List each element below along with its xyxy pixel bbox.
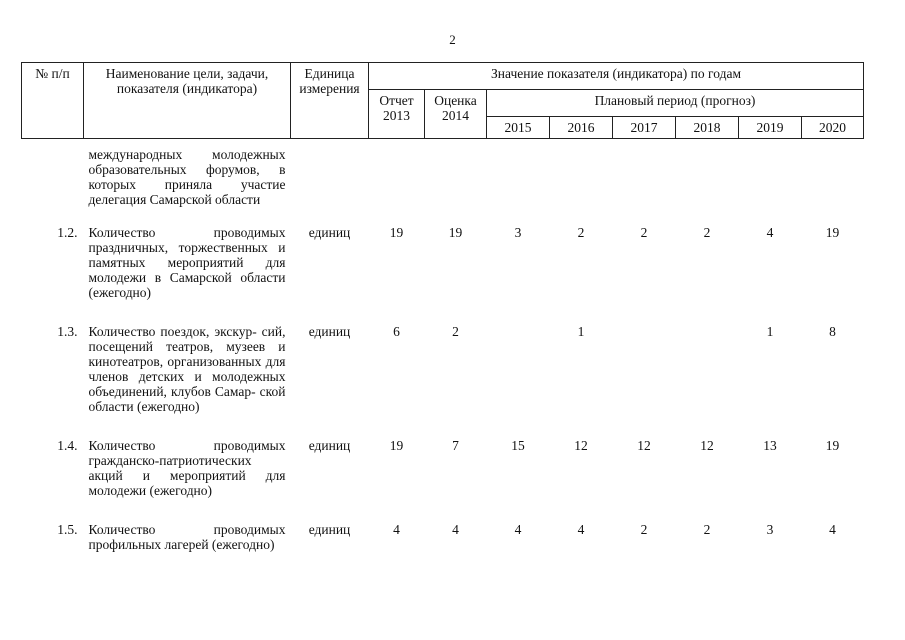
- value-2018: 2: [703, 522, 711, 537]
- value-2019: 1: [766, 324, 774, 339]
- table-body: [22, 139, 864, 565]
- value-2020: 19: [825, 225, 840, 240]
- row-number: 1.2.: [57, 225, 78, 240]
- value-2015: 3: [514, 225, 522, 240]
- header-values: Значение показателя (индикатора) по годам: [369, 63, 864, 90]
- table-row: [22, 426, 864, 510]
- header-year: 2020: [802, 117, 864, 139]
- indicator-unit: единиц: [308, 225, 351, 240]
- value-2014: 19: [448, 225, 463, 240]
- row-number: 1.3.: [57, 324, 78, 339]
- header-year: 2015: [487, 117, 550, 139]
- header-name: Наименование цели, задачи, показателя (индикатора): [84, 63, 291, 139]
- value-2014: 7: [452, 438, 459, 453]
- value-2019: 3: [766, 522, 774, 537]
- page-number: 2: [449, 32, 456, 47]
- indicator-unit: единиц: [308, 324, 351, 339]
- value-2013: 19: [389, 438, 404, 453]
- value-2017: 12: [637, 438, 651, 453]
- indicator-name: Количество проводимых профильных лагерей (ежегодно): [88, 522, 286, 552]
- value-2016: 1: [577, 324, 585, 339]
- value-2014: 4: [452, 522, 459, 537]
- value-2013: 19: [389, 225, 404, 240]
- table-row: [22, 213, 864, 312]
- value-2018: [676, 312, 739, 426]
- value-2019: 13: [763, 438, 777, 453]
- header-report-2013: Отчет 2013: [369, 90, 425, 139]
- header-year: 2019: [739, 117, 802, 139]
- value-2013: 4: [393, 522, 400, 537]
- value-2013: 6: [393, 324, 400, 339]
- table-row-continuation: [22, 139, 864, 214]
- table-row: [22, 312, 864, 426]
- indicator-table: [21, 62, 864, 564]
- value-2020: 8: [829, 324, 836, 339]
- header-unit: Единица измерения: [291, 63, 369, 139]
- value-2020: 19: [825, 438, 840, 453]
- value-2014: 2: [452, 324, 459, 339]
- header-number: № п/п: [22, 63, 84, 139]
- indicator-name: Количество проводимых праздничных, торжественных и памятных мероприятий для молодежи в Самарской области (ежегодно): [88, 225, 286, 300]
- row-number: 1.5.: [57, 522, 78, 537]
- value-2016: 12: [574, 438, 588, 453]
- value-2017: 2: [640, 522, 648, 537]
- row-number: 1.4.: [57, 438, 78, 453]
- value-2016: 2: [577, 225, 585, 240]
- value-2016: 4: [577, 522, 585, 537]
- header-year: 2017: [613, 117, 676, 139]
- table-header: [22, 63, 864, 139]
- value-2020: 4: [829, 522, 836, 537]
- value-2017: [613, 312, 676, 426]
- indicator-name: международных молодежных образовательных форумов, в которых приняла участие делегация Самарской области: [88, 147, 286, 207]
- value-2015: 4: [514, 522, 522, 537]
- header-estimate-2014: Оценка 2014: [425, 90, 487, 139]
- indicator-unit: единиц: [308, 438, 351, 453]
- value-2019: 4: [766, 225, 774, 240]
- header-year: 2018: [676, 117, 739, 139]
- value-2015: 15: [511, 438, 525, 453]
- table-row: [22, 510, 864, 564]
- indicator-name: Количество проводимых гражданско-патриотических акций и мероприятий для молодежи (ежегодно): [88, 438, 286, 498]
- value-2018: 2: [703, 225, 711, 240]
- header-plan-period: Плановый период (прогноз): [487, 90, 864, 117]
- value-2018: 12: [700, 438, 714, 453]
- indicator-unit: единиц: [308, 522, 351, 537]
- indicator-name: Количество поездок, экскур- сий, посещений театров, музеев и кинотеатров, организованных для членов детских и молодежных объединений, клубов Самар- ской области (ежегодно): [88, 324, 286, 414]
- value-2015: [487, 312, 550, 426]
- value-2017: 2: [640, 225, 648, 240]
- header-year: 2016: [550, 117, 613, 139]
